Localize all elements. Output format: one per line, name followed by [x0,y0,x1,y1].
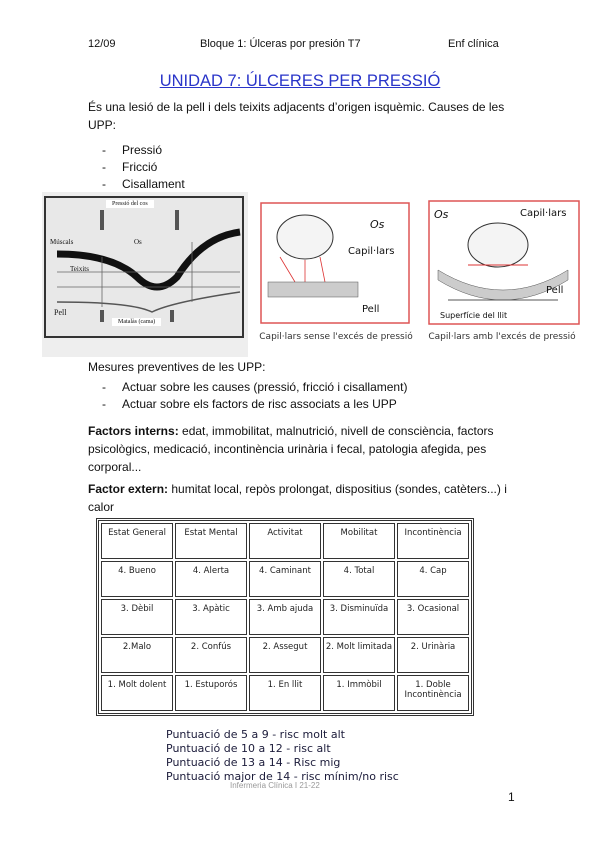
footer-text: Infermeria Clínica I 21-22 [230,781,320,790]
table-cell: 4. Alerta [175,561,247,597]
risk-scale-table [96,518,474,716]
table-header: Mobilitat [323,523,395,559]
table-cell: 3. Ocasional [397,599,469,635]
fig-caption: Capil·lars amb l'excés de pressió [428,332,576,342]
list-item: - Actuar sobre els factors de risc associats a les UPP [88,396,518,413]
fig-label: Os [134,238,142,246]
capillaries-normal-figure [258,192,414,357]
fig-label: Pell [362,304,380,315]
table-cell: 2.Malo [101,637,173,673]
score-line: Puntuació major de 14 - risc mínim/no risc [166,770,399,783]
external-text: humitat local, repòs prolongat, dispositius (sondes, catèters...) i calor [88,482,507,514]
fig-label: Os [370,218,385,231]
list-item: - Fricció [88,159,518,176]
table-cell: 4. Total [323,561,395,597]
table-cell: 2. Molt limitada [323,637,395,673]
fig-label: Matalàs (cama) [112,318,161,326]
table-header-row [101,523,469,559]
table-header: Incontinència [397,523,469,559]
table-cell: 1. Molt dolent [101,675,173,711]
table-row [101,561,469,597]
internal-factors [88,422,518,476]
table-cell: 3. Apàtic [175,599,247,635]
table-cell: 3. Amb ajuda [249,599,321,635]
table-cell: 4. Caminant [249,561,321,597]
table-cell: 2. Urinària [397,637,469,673]
score-line: Puntuació de 5 a 9 - risc molt alt [166,728,345,741]
list-item: - Pressió [88,142,518,159]
score-legend [166,728,399,784]
table-row [101,599,469,635]
page-number: 1 [508,790,515,804]
capillaries-pressure-figure [422,192,582,357]
external-label: Factor extern: [88,482,169,496]
table-cell: 1. Immòbil [323,675,395,711]
table-cell: 1. En llit [249,675,321,711]
table-cell: 3. Dèbil [101,599,173,635]
intro-paragraph: És una lesió de la pell i dels teixits adjacents d’origen isquèmic. Causes de les UPP: [88,100,505,132]
table-cell: 2. Confús [175,637,247,673]
table-cell: 1. Estuporós [175,675,247,711]
fig-label: Pell [54,308,67,317]
fig-label: Capil·lars [520,208,567,219]
score-line: Puntuació de 10 a 12 - risc alt [166,742,331,755]
table-header: Estat Mental [175,523,247,559]
fig-label: Pressió del cos [106,200,154,208]
external-factors [88,480,518,516]
table-cell: 3. Disminuïda [323,599,395,635]
header-subject: Enf clínica [448,38,499,50]
fig-label: Os [434,208,449,221]
list-item: - Cisallament [88,176,518,193]
table-cell: 4. Cap [397,561,469,597]
prevention-list [88,379,518,413]
header-date: 12/09 [88,38,116,50]
table-cell: 4. Bueno [101,561,173,597]
table-header: Estat General [101,523,173,559]
table-cell: 1. Doble Incontinència [397,675,469,711]
list-item: - Actuar sobre les causes (pressió, fricció i cisallament) [88,379,518,396]
internal-label: Factors interns: [88,424,179,438]
page-title: UNIDAD 7: ÚLCERES PER PRESSIÓ [159,72,441,90]
internal-text: edat, immobilitat, malnutrició, nivell de consciència, factors psicològics, medicació, incontinència urinària i fecal, patologia afegida, pes corporal... [88,424,494,474]
pressure-diagram [42,192,248,357]
fig-label: Teixits [70,265,89,273]
fig-label: Capil·lars [348,246,395,257]
fig-label: Pell [546,285,564,296]
table-header: Activitat [249,523,321,559]
fig-label: Múscals [50,238,74,246]
score-line: Puntuació de 13 a 14 - Risc mig [166,756,341,769]
prevention-title: Mesures preventives de les UPP: [88,360,266,374]
capillaries-illustration [260,202,410,324]
header-title: Bloque 1: Úlceras por presión T7 [200,38,361,50]
fig-label: Superfície del llit [440,311,508,320]
table-row [101,675,469,711]
table-cell: 2. Assegut [249,637,321,673]
causes-list [88,142,518,193]
table-row [101,637,469,673]
fig-caption: Capil·lars sense l'excés de pressió [259,332,413,342]
